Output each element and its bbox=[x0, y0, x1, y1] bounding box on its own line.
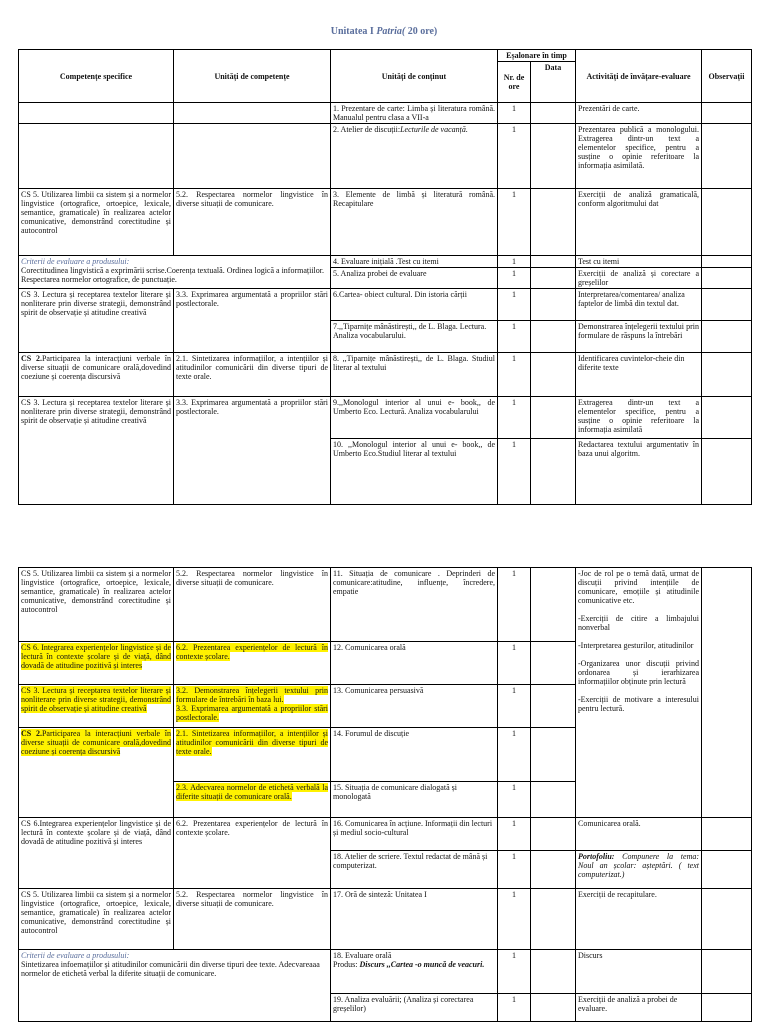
table-row: CS 2.Participarea la interacțiuni verbale în diverse situații de comunicare orală,dovedind coeziune și coerența discursivă 2.1. Sintetizarea informațiilor, a intențiilor și atitudinilor comunicării din diverse tipuri de texte orale. 8. ,,Tiparnițe mânăstirești,, de L. Blaga. Studiul literar al textului 1 Identificarea cuvintelor-cheie din diferite texte bbox=[19, 353, 752, 397]
col-esalonare: Eșalonare în timp bbox=[498, 50, 576, 62]
unit-title: Unitatea I Patria( 20 ore) bbox=[330, 26, 438, 37]
table-row: CS 2.Participarea la interacțiuni verbale în diverse situații de comunicare orală,dovedind coeziune și coerența discursivă 2.1. Sintetizarea informațiilor, a intențiilor și atitudinilor comunicării din diverse tipuri de texte orale. 14. Forumul de discuție 1 bbox=[19, 728, 752, 782]
table-row: CS 5. Utilizarea limbii ca sistem și a normelor lingvistice (ortografice, ortoepice, lexicale, semantice, gramaticale) în realizarea actelor comunicative, demonstrând corectitudine și autocontrol 5.2. Respectarea normelor lingvistice în diverse situații de comunicare. 11. Situația de comunicare . Deprinderi de comunicare:atitudine, influențe, încredere, empatie 1 -Joc de rol pe o temă dată, urmat de discuții privind intențiile de comunicare, emoțiile și atitudinile comunicative etc. -Exerciții de citire a limbajului nonverbal -Interpretarea gesturilor, atitudinilor -Organizarea unor discuții privind ordonarea și ierarhizarea informațiilor obținute prin lectură -Exerciții de motivare a interesului pentru lectură. bbox=[19, 568, 752, 642]
col-data: Data bbox=[531, 62, 576, 103]
table-row: CS 3. Lectura și receptarea textelor literare și nonliterare prin diverse strategii, demonstrând spirit de observație și atitudine creativă 3.3. Exprimarea argumentată a propriilor stări postlectorale. 9.,,Monologul interior al unui e- book,, de Umberto Eco. Lectură. Analiza vocabularului 1 Extragerea dintr-un text a elementelor specifice, pentru a susține o opinie referitoare la informația asimilată bbox=[19, 397, 752, 439]
table-row: CS 3. Lectura și receptarea textelor literare și nonliterare prin diverse strategii, demonstrând spirit de observație și atitudine creativă 3.3. Exprimarea argumentată a propriilor stări postlectorale. 6.Cartea- obiect cultural. Din istoria cărții 1 Interpretarea/comentarea/ analiza faptelor de limbă din textul dat. bbox=[19, 289, 752, 321]
table-row: 5. Analiza probei de evaluare 1 Exerciții de analiză și corectare a greșelilor bbox=[19, 268, 752, 289]
table-row: Criterii de evaluare a produsului: Corectitudinea lingvistică a exprimării scrise.Coerența textuală. Ordinea logică a informațiilor. Respectarea normelor ortografice, de punctuație. 4. Evaluare inițială .Test cu itemi 1 Test cu itemi bbox=[19, 256, 752, 268]
plan-table-1 bbox=[18, 49, 752, 505]
table-row: CS 5. Utilizarea limbii ca sistem și a normelor lingvistice (ortografice, ortoepice, lexicale, semantice, gramaticale) în realizarea actelor comunicative, demonstrând corectitudine și autocontrol 5.2. Respectarea normelor lingvistice în diverse situații de comunicare. 3. Elemente de limbă și literatură română. Recapitulare 1 Exerciții de analiză gramaticală, conform algoritmului dat bbox=[19, 189, 752, 256]
col-competente: Competențe specifice bbox=[19, 50, 174, 103]
table-header-row bbox=[19, 50, 752, 62]
plan-table-2 bbox=[18, 567, 752, 1022]
table-row: CS 6.Integrarea experiențelor lingvistice și de lectură în contexte școlare și de viață, dând dovadă de atitudine pozitivă și interes 6.2. Prezentarea experiențelor de lectură în contexte școlare. 16. Comunicarea în acțiune. Informații din lecturi și mediul socio-cultural 1 Comunicarea orală. bbox=[19, 818, 752, 851]
col-unitati-continut: Unități de conținut bbox=[331, 50, 498, 103]
table-row: 1. Prezentare de carte: Limba și literatura română. Manualul pentru clasa a VII-a 1 Prezentări de carte. bbox=[19, 103, 752, 124]
table-row: Criterii de evaluare a produsului: Sintetizarea infoemațiilor și atitudinilor comunicării din diverse tipuri dee texte. Adecvareaaa normelor de etichetă verbal la diferite situații de comunicare. 18. Evaluare orală Produs: Discurs ,,Cartea -o muncă de veacuri. 1 Discurs bbox=[19, 950, 752, 994]
table-row: 19. Analiza evaluării; (Analiza și corectarea greșelilor) 1 Exerciții de analiză a probei de evaluare. bbox=[19, 994, 752, 1022]
col-unitati-competente: Unități de competențe bbox=[174, 50, 331, 103]
table-row: 2.3. Adecvarea normelor de etichetă verbală la diferite situații de comunicare orală. 15. Situația de comunicare dialogată și monologată 1 bbox=[19, 782, 752, 818]
table-row: 18. Atelier de scriere. Textul redactat de mână și computerizat. 1 Portofoliu: Compunere la tema: Noul an școlar: așteptări. ( text computerizat.) bbox=[19, 851, 752, 889]
table-row: CS 6. Integrarea experiențelor lingvistice și de lectură în contexte școlare și de viață, dând dovadă de atitudine pozitivă și interes 6.2. Prezentarea experiențelor de lectură în contexte școlare. 12. Comunicarea orală 1 bbox=[19, 642, 752, 685]
col-nr-ore: Nr. de ore bbox=[498, 62, 531, 103]
evaluation-criteria: Criterii de evaluare a produsului: Corectitudinea lingvistică a exprimării scrise.Coerența textuală. Ordinea logică a informațiilor. Respectarea normelor ortografice, de punctuație. bbox=[19, 256, 331, 289]
activities-group: -Joc de rol pe o temă dată, urmat de discuții privind intențiile de comunicare, emoțiile și atitudinile comunicative etc. -Exerciții de citire a limbajului nonverbal -Interpretarea gesturilor, atitudinilor -Organizarea unor discuții privind ordonarea și ierarhizarea informațiilor obținute prin lectură -Exerciții de motivare a interesului pentru lectură. bbox=[576, 568, 702, 818]
evaluation-criteria: Criterii de evaluare a produsului: Sintetizarea infoemațiilor și atitudinilor comunicării din diverse tipuri dee texte. Adecvareaaa normelor de etichetă verbal la diferite situații de comunicare. bbox=[19, 950, 331, 1022]
table-row: 2. Atelier de discuții:Lecturile de vacanță. 1 Prezentarea publică a monologului. Extragerea dintr-un text a elementelor specifice, pentru a susține o opinie referitoare la informația asimilată. bbox=[19, 124, 752, 189]
table-row: 7.,,Tiparnițe mânăstirești,, de L. Blaga. Lectura. Analiza vocabularului. 1 Demonstrarea înțelegerii textului prin formulare de răspuns la întrebări bbox=[19, 321, 752, 353]
col-activitati: Activități de învățare-evaluare bbox=[576, 50, 702, 103]
table-row: 10. ,,Monologul interior al unui e- book,, de Umberto Eco.Studiul literar al textului 1 Redactarea textului argumentativ în baza unui algoritm. bbox=[19, 439, 752, 505]
table-row: CS 5. Utilizarea limbii ca sistem și a normelor lingvistice (ortografice, ortoepice, lexicale, semantice, gramaticale) în realizarea actelor comunicative, demonstrând corectitudine și autocontrol 5.2. Respectarea normelor lingvistice în diverse situații de comunicare. 17. Oră de sinteză: Unitatea I 1 Exerciții de recapitulare. bbox=[19, 889, 752, 950]
col-observatii: Observații bbox=[702, 50, 752, 103]
table-row: CS 3. Lectura și receptarea textelor literare și nonliterare prin diverse strategii, demonstrând spirit de observație și atitudine creativă 3.2. Demonstrarea înțelegerii textului prin formulare de întrebări în baza lui. 3.3. Exprimarea argumentată a propriilor stări postlectorale. 13. Comunicarea persuasivă 1 bbox=[19, 685, 752, 728]
